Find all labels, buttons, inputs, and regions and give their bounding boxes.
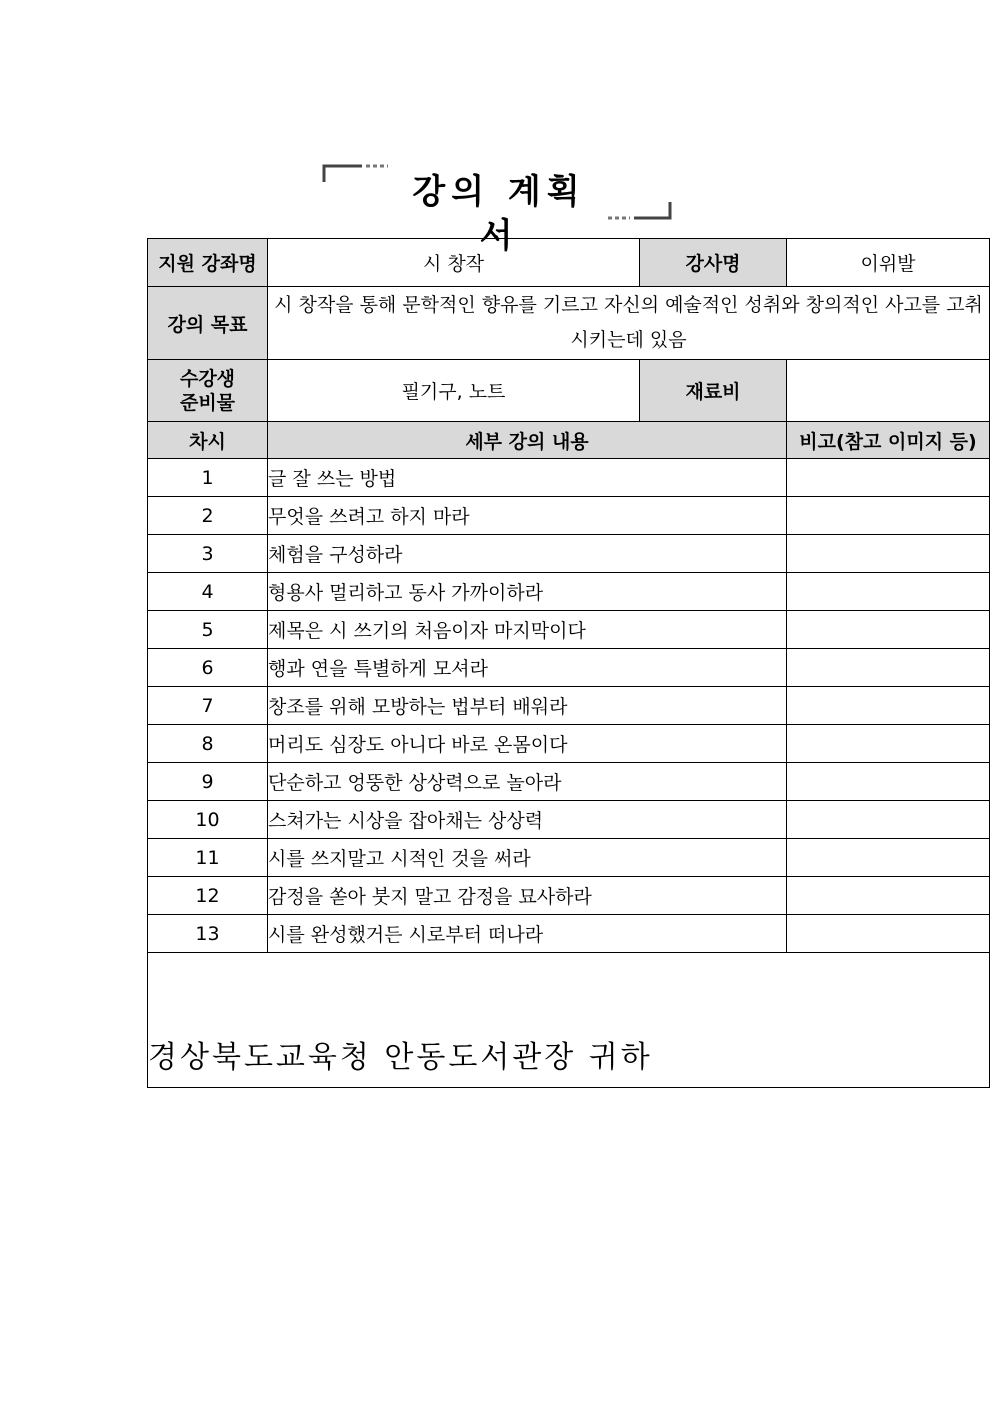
session-number: 6 (148, 649, 268, 687)
note-header: 비고(참고 이미지 등) (787, 422, 990, 459)
course-value: 시 창작 (268, 239, 640, 287)
title-bracket-left-decoration (322, 162, 402, 186)
table-row (148, 915, 990, 953)
table-row (148, 801, 990, 839)
session-number: 12 (148, 877, 268, 915)
instructor-value: 이위발 (787, 239, 990, 287)
session-note (787, 763, 990, 801)
session-content: 행과 연을 특별하게 모셔라 (268, 649, 787, 687)
content-header: 세부 강의 내용 (268, 422, 787, 459)
goal-label: 강의 목표 (148, 287, 268, 360)
page-title: 강의 계획서 (412, 172, 586, 256)
addressee: 경상북도교육청 안동도서관장 귀하 (148, 1040, 653, 1075)
session-number: 2 (148, 497, 268, 535)
table-row (148, 573, 990, 611)
prep-label (148, 360, 268, 422)
session-content: 무엇을 쓰려고 하지 마라 (268, 497, 787, 535)
session-note (787, 839, 990, 877)
prep-row (148, 360, 990, 422)
table-row (148, 649, 990, 687)
goal-value: 시 창작을 통해 문학적인 향유를 기르고 자신의 예술적인 성취와 창의적인 사고를 고취시키는데 있음 (268, 287, 990, 360)
prep-label-line1: 수강생 (179, 367, 236, 390)
session-number: 5 (148, 611, 268, 649)
session-content: 형용사 멀리하고 동사 가까이하라 (268, 573, 787, 611)
instructor-label: 강사명 (640, 239, 787, 287)
session-content: 글 잘 쓰는 방법 (268, 459, 787, 497)
course-label: 지원 강좌명 (148, 239, 268, 287)
footer-cell (148, 953, 990, 1088)
session-content: 시를 쓰지말고 시적인 것을 써라 (268, 839, 787, 877)
session-content: 스쳐가는 시상을 잡아채는 상상력 (268, 801, 787, 839)
session-header: 차시 (148, 422, 268, 459)
session-number: 7 (148, 687, 268, 725)
footer-row (148, 953, 990, 1088)
fee-value (787, 360, 990, 422)
table-row (148, 535, 990, 573)
session-content: 머리도 심장도 아니다 바로 온몸이다 (268, 725, 787, 763)
session-number: 8 (148, 725, 268, 763)
session-content: 체험을 구성하라 (268, 535, 787, 573)
session-content: 제목은 시 쓰기의 처음이자 마지막이다 (268, 611, 787, 649)
session-number: 9 (148, 763, 268, 801)
fee-label: 재료비 (640, 360, 787, 422)
prep-value: 필기구, 노트 (268, 360, 640, 422)
session-number: 4 (148, 573, 268, 611)
session-content: 창조를 위해 모방하는 법부터 배워라 (268, 687, 787, 725)
table-row (148, 611, 990, 649)
session-number: 1 (148, 459, 268, 497)
session-note (787, 915, 990, 953)
table-row (148, 763, 990, 801)
session-note (787, 649, 990, 687)
title-bracket-right-decoration (594, 200, 674, 224)
table-row (148, 687, 990, 725)
lecture-plan-table (147, 238, 990, 1088)
session-number: 13 (148, 915, 268, 953)
session-note (787, 611, 990, 649)
schedule-body (148, 459, 990, 953)
session-note (787, 801, 990, 839)
table-row (148, 459, 990, 497)
session-content: 시를 완성했거든 시로부터 떠나라 (268, 915, 787, 953)
table-row (148, 839, 990, 877)
session-note (787, 687, 990, 725)
session-number: 3 (148, 535, 268, 573)
session-note (787, 877, 990, 915)
prep-label-line2: 준비물 (179, 391, 236, 414)
session-note (787, 497, 990, 535)
table-row (148, 725, 990, 763)
session-note (787, 459, 990, 497)
session-number: 11 (148, 839, 268, 877)
course-row (148, 239, 990, 287)
session-number: 10 (148, 801, 268, 839)
session-note (787, 573, 990, 611)
session-content: 단순하고 엉뚱한 상상력으로 놀아라 (268, 763, 787, 801)
goal-row (148, 287, 990, 360)
session-note (787, 535, 990, 573)
table-row (148, 497, 990, 535)
table-row (148, 877, 990, 915)
title-block (322, 162, 674, 256)
schedule-header-row (148, 422, 990, 459)
session-note (787, 725, 990, 763)
session-content: 감정을 쏟아 붓지 말고 감정을 묘사하라 (268, 877, 787, 915)
